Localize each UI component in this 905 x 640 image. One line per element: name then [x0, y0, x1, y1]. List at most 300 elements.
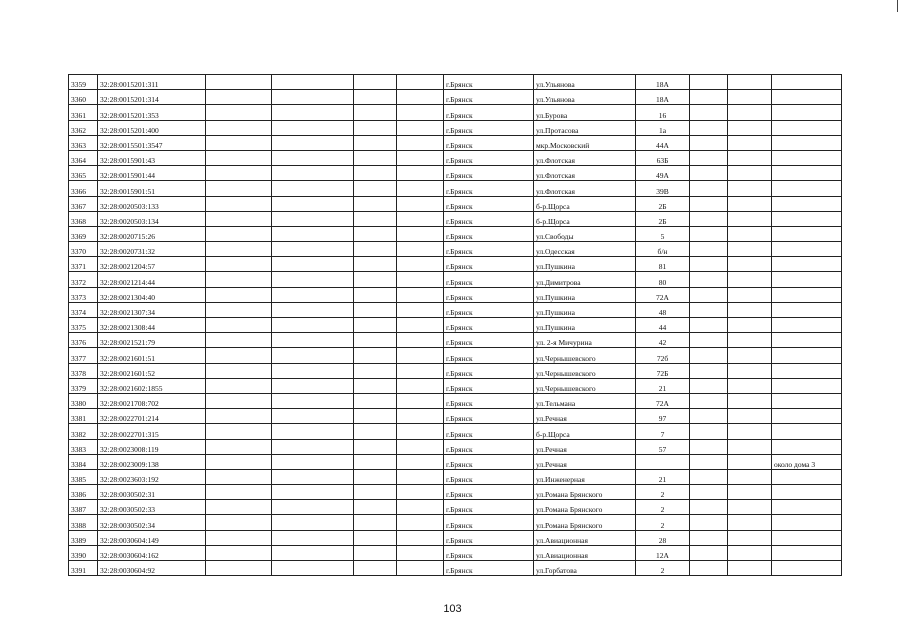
- cell-empty-6: [728, 515, 772, 530]
- cell-empty-1: [206, 318, 272, 333]
- cell-house: 2: [636, 485, 690, 500]
- cell-cadastral-number: 32:28:0021601:52: [98, 363, 206, 378]
- table-row: [69, 242, 842, 257]
- cell-cadastral-number: 32:28:0015201:400: [98, 120, 206, 135]
- cell-empty-5: [690, 469, 728, 484]
- cell-record-number: 3377: [69, 348, 98, 363]
- cell-empty-5: [690, 150, 728, 165]
- cell-street: ул.Димитрова: [534, 272, 636, 287]
- scan-edge-mark: [897, 0, 898, 12]
- cell-cadastral-number: 32:28:0020503:134: [98, 211, 206, 226]
- cell-empty-3: [354, 181, 397, 196]
- cell-street: ул.Чернышевского: [534, 348, 636, 363]
- cell-empty-3: [354, 333, 397, 348]
- cell-empty-4: [397, 135, 444, 150]
- cell-city: г.Брянск: [444, 424, 534, 439]
- registry-body: [69, 75, 842, 576]
- cell-note: [772, 135, 842, 150]
- table-row: [69, 226, 842, 241]
- cell-note: [772, 75, 842, 90]
- cell-house: 2Б: [636, 196, 690, 211]
- cell-city: г.Брянск: [444, 166, 534, 181]
- table-row: [69, 166, 842, 181]
- cell-city: г.Брянск: [444, 454, 534, 469]
- cell-record-number: 3367: [69, 196, 98, 211]
- cell-empty-1: [206, 409, 272, 424]
- table-row: [69, 469, 842, 484]
- cell-empty-4: [397, 393, 444, 408]
- cell-empty-3: [354, 196, 397, 211]
- cell-empty-2: [272, 363, 354, 378]
- cell-note: [772, 378, 842, 393]
- cell-empty-5: [690, 439, 728, 454]
- table-row: [69, 150, 842, 165]
- cell-house: 72А: [636, 287, 690, 302]
- cell-cadastral-number: 32:28:0021307:34: [98, 302, 206, 317]
- cell-cadastral-number: 32:28:0015501:3547: [98, 135, 206, 150]
- cell-empty-2: [272, 287, 354, 302]
- cell-street: ул.Флотская: [534, 166, 636, 181]
- cell-note: [772, 363, 842, 378]
- cell-empty-1: [206, 393, 272, 408]
- table-row: [69, 90, 842, 105]
- cell-city: г.Брянск: [444, 500, 534, 515]
- cell-empty-1: [206, 75, 272, 90]
- cell-empty-4: [397, 409, 444, 424]
- cell-record-number: 3362: [69, 120, 98, 135]
- cell-record-number: 3368: [69, 211, 98, 226]
- cell-record-number: 3383: [69, 439, 98, 454]
- table-row: [69, 485, 842, 500]
- cell-empty-2: [272, 181, 354, 196]
- cell-note: [772, 242, 842, 257]
- cell-house: 39В: [636, 181, 690, 196]
- cell-empty-4: [397, 378, 444, 393]
- cell-note: [772, 150, 842, 165]
- cell-note: около дома 3: [772, 454, 842, 469]
- cell-empty-5: [690, 515, 728, 530]
- cell-cadastral-number: 32:28:0023603:192: [98, 469, 206, 484]
- cell-record-number: 3389: [69, 530, 98, 545]
- cell-note: [772, 393, 842, 408]
- cell-cadastral-number: 32:28:0021708:702: [98, 393, 206, 408]
- cell-empty-2: [272, 393, 354, 408]
- cell-empty-5: [690, 348, 728, 363]
- cell-note: [772, 409, 842, 424]
- cell-city: г.Брянск: [444, 135, 534, 150]
- cell-empty-3: [354, 363, 397, 378]
- cell-note: [772, 196, 842, 211]
- cell-cadastral-number: 32:28:0030604:92: [98, 561, 206, 576]
- table-row: [69, 424, 842, 439]
- cell-cadastral-number: 32:28:0015201:314: [98, 90, 206, 105]
- cell-street: ул.Горбатова: [534, 561, 636, 576]
- cell-city: г.Брянск: [444, 469, 534, 484]
- cell-city: г.Брянск: [444, 409, 534, 424]
- cell-note: [772, 515, 842, 530]
- cell-empty-6: [728, 226, 772, 241]
- cell-empty-3: [354, 150, 397, 165]
- cell-empty-3: [354, 287, 397, 302]
- cell-empty-4: [397, 424, 444, 439]
- cell-street: ул.Тельмана: [534, 393, 636, 408]
- cell-empty-3: [354, 409, 397, 424]
- cell-house: 72А: [636, 393, 690, 408]
- cell-empty-1: [206, 105, 272, 120]
- table-row: [69, 302, 842, 317]
- cell-street: ул.Пушкина: [534, 257, 636, 272]
- cell-street: ул.Флотская: [534, 181, 636, 196]
- cell-empty-1: [206, 515, 272, 530]
- table-row: [69, 272, 842, 287]
- cell-house: 63Б: [636, 150, 690, 165]
- cell-empty-4: [397, 439, 444, 454]
- cell-empty-1: [206, 242, 272, 257]
- cell-house: 2: [636, 500, 690, 515]
- cell-cadastral-number: 32:28:0023009:138: [98, 454, 206, 469]
- cell-street: б-р.Щорса: [534, 196, 636, 211]
- cell-house: 21: [636, 378, 690, 393]
- cell-note: [772, 500, 842, 515]
- cell-street: ул.Романа Брянского: [534, 515, 636, 530]
- table-row: [69, 393, 842, 408]
- cell-empty-5: [690, 424, 728, 439]
- cell-empty-3: [354, 226, 397, 241]
- cell-house: 57: [636, 439, 690, 454]
- cell-note: [772, 348, 842, 363]
- cell-house: 1а: [636, 120, 690, 135]
- cell-note: [772, 226, 842, 241]
- cell-note: [772, 211, 842, 226]
- cell-empty-5: [690, 105, 728, 120]
- cell-empty-6: [728, 469, 772, 484]
- table-row: [69, 105, 842, 120]
- cell-street: ул.Речная: [534, 409, 636, 424]
- cell-empty-4: [397, 561, 444, 576]
- cell-empty-1: [206, 287, 272, 302]
- cell-empty-2: [272, 150, 354, 165]
- cell-empty-6: [728, 120, 772, 135]
- cell-empty-3: [354, 530, 397, 545]
- cell-empty-1: [206, 500, 272, 515]
- cell-empty-4: [397, 211, 444, 226]
- cell-note: [772, 302, 842, 317]
- cell-empty-6: [728, 318, 772, 333]
- cell-house: 21: [636, 469, 690, 484]
- cell-street: ул.Свободы: [534, 226, 636, 241]
- cell-empty-1: [206, 257, 272, 272]
- cell-street: б-р.Щорса: [534, 211, 636, 226]
- cell-cadastral-number: 32:28:0030604:149: [98, 530, 206, 545]
- cell-cadastral-number: 32:28:0022701:315: [98, 424, 206, 439]
- cell-note: [772, 469, 842, 484]
- cell-empty-1: [206, 272, 272, 287]
- cell-city: г.Брянск: [444, 348, 534, 363]
- cell-empty-5: [690, 226, 728, 241]
- cell-empty-3: [354, 500, 397, 515]
- cell-cadastral-number: 32:28:0015901:51: [98, 181, 206, 196]
- cell-empty-1: [206, 90, 272, 105]
- cell-record-number: 3381: [69, 409, 98, 424]
- cell-empty-6: [728, 196, 772, 211]
- table-row: [69, 439, 842, 454]
- cell-empty-4: [397, 150, 444, 165]
- cell-house: 49А: [636, 166, 690, 181]
- cell-record-number: 3386: [69, 485, 98, 500]
- cell-empty-6: [728, 439, 772, 454]
- cell-empty-4: [397, 257, 444, 272]
- cell-cadastral-number: 32:28:0022701:214: [98, 409, 206, 424]
- cell-empty-1: [206, 363, 272, 378]
- cell-city: г.Брянск: [444, 90, 534, 105]
- cell-empty-6: [728, 500, 772, 515]
- cell-empty-3: [354, 348, 397, 363]
- cell-empty-5: [690, 318, 728, 333]
- cell-record-number: 3380: [69, 393, 98, 408]
- cell-empty-1: [206, 302, 272, 317]
- cell-empty-6: [728, 211, 772, 226]
- table-row: [69, 378, 842, 393]
- cell-empty-1: [206, 226, 272, 241]
- cell-house: 28: [636, 530, 690, 545]
- cell-record-number: 3384: [69, 454, 98, 469]
- cell-empty-4: [397, 226, 444, 241]
- cell-cadastral-number: 32:28:0015901:44: [98, 166, 206, 181]
- table-row: [69, 561, 842, 576]
- cell-empty-5: [690, 561, 728, 576]
- cell-street: ул.Чернышевского: [534, 363, 636, 378]
- cell-empty-6: [728, 409, 772, 424]
- cell-record-number: 3374: [69, 302, 98, 317]
- cell-empty-6: [728, 545, 772, 560]
- cell-empty-1: [206, 166, 272, 181]
- cell-empty-4: [397, 302, 444, 317]
- cell-empty-4: [397, 363, 444, 378]
- cell-empty-5: [690, 545, 728, 560]
- table-row: [69, 196, 842, 211]
- cell-record-number: 3376: [69, 333, 98, 348]
- cell-record-number: 3382: [69, 424, 98, 439]
- cell-empty-3: [354, 135, 397, 150]
- cell-cadastral-number: 32:28:0015201:311: [98, 75, 206, 90]
- cell-empty-5: [690, 485, 728, 500]
- cell-empty-5: [690, 181, 728, 196]
- cell-empty-3: [354, 105, 397, 120]
- table-row: [69, 75, 842, 90]
- cell-empty-6: [728, 75, 772, 90]
- cell-record-number: 3391: [69, 561, 98, 576]
- cell-city: г.Брянск: [444, 257, 534, 272]
- cell-empty-4: [397, 120, 444, 135]
- cell-empty-3: [354, 485, 397, 500]
- cell-empty-6: [728, 333, 772, 348]
- table-row: [69, 318, 842, 333]
- cell-empty-6: [728, 105, 772, 120]
- cell-empty-6: [728, 287, 772, 302]
- cell-empty-2: [272, 561, 354, 576]
- cell-house: 18А: [636, 75, 690, 90]
- cell-empty-2: [272, 211, 354, 226]
- cell-empty-1: [206, 333, 272, 348]
- cell-street: б-р.Щорса: [534, 424, 636, 439]
- cell-empty-4: [397, 90, 444, 105]
- cell-empty-3: [354, 424, 397, 439]
- cell-street: ул.Речная: [534, 454, 636, 469]
- cell-empty-3: [354, 439, 397, 454]
- cell-city: г.Брянск: [444, 561, 534, 576]
- table-row: [69, 181, 842, 196]
- cell-city: г.Брянск: [444, 150, 534, 165]
- cell-empty-2: [272, 515, 354, 530]
- cell-empty-4: [397, 105, 444, 120]
- cell-empty-5: [690, 363, 728, 378]
- cell-empty-5: [690, 90, 728, 105]
- table-row: [69, 287, 842, 302]
- cell-note: [772, 545, 842, 560]
- cell-empty-2: [272, 242, 354, 257]
- cell-house: 44А: [636, 135, 690, 150]
- cell-house: 12А: [636, 545, 690, 560]
- table-row: [69, 515, 842, 530]
- cell-house: 2: [636, 515, 690, 530]
- cell-empty-2: [272, 485, 354, 500]
- cell-house: 16: [636, 105, 690, 120]
- cell-empty-3: [354, 469, 397, 484]
- cell-empty-3: [354, 242, 397, 257]
- cell-street: ул.Бурова: [534, 105, 636, 120]
- cell-empty-1: [206, 469, 272, 484]
- cell-empty-1: [206, 150, 272, 165]
- cell-note: [772, 90, 842, 105]
- cell-note: [772, 530, 842, 545]
- cell-street: ул.Протасова: [534, 120, 636, 135]
- cell-city: г.Брянск: [444, 333, 534, 348]
- cell-empty-5: [690, 272, 728, 287]
- cell-empty-6: [728, 242, 772, 257]
- cell-empty-2: [272, 348, 354, 363]
- cell-cadastral-number: 32:28:0021304:40: [98, 287, 206, 302]
- cell-record-number: 3360: [69, 90, 98, 105]
- cell-city: г.Брянск: [444, 287, 534, 302]
- table-row: [69, 409, 842, 424]
- cell-empty-3: [354, 120, 397, 135]
- cell-city: г.Брянск: [444, 363, 534, 378]
- cell-empty-5: [690, 454, 728, 469]
- cell-house: 42: [636, 333, 690, 348]
- cell-note: [772, 272, 842, 287]
- cell-empty-3: [354, 75, 397, 90]
- cell-street: ул.Речная: [534, 439, 636, 454]
- cell-empty-6: [728, 530, 772, 545]
- cell-record-number: 3364: [69, 150, 98, 165]
- cell-street: мкр.Московский: [534, 135, 636, 150]
- cell-empty-3: [354, 561, 397, 576]
- cell-note: [772, 424, 842, 439]
- cell-city: г.Брянск: [444, 439, 534, 454]
- cell-empty-2: [272, 302, 354, 317]
- cell-empty-3: [354, 257, 397, 272]
- cell-empty-2: [272, 105, 354, 120]
- cell-house: 48: [636, 302, 690, 317]
- cell-street: ул.Романа Брянского: [534, 485, 636, 500]
- cell-city: г.Брянск: [444, 545, 534, 560]
- cell-cadastral-number: 32:28:0021521:79: [98, 333, 206, 348]
- cell-empty-1: [206, 211, 272, 226]
- cell-empty-6: [728, 257, 772, 272]
- cell-cadastral-number: 32:28:0021602:1855: [98, 378, 206, 393]
- cell-empty-5: [690, 500, 728, 515]
- cell-street: ул.Инженерная: [534, 469, 636, 484]
- cell-empty-2: [272, 90, 354, 105]
- cell-empty-1: [206, 424, 272, 439]
- cell-empty-2: [272, 500, 354, 515]
- cell-empty-2: [272, 257, 354, 272]
- cell-empty-6: [728, 393, 772, 408]
- cell-empty-2: [272, 454, 354, 469]
- cell-note: [772, 485, 842, 500]
- cell-record-number: 3372: [69, 272, 98, 287]
- cell-empty-4: [397, 75, 444, 90]
- cell-empty-1: [206, 545, 272, 560]
- cell-house: 18А: [636, 90, 690, 105]
- cell-empty-1: [206, 196, 272, 211]
- cell-city: г.Брянск: [444, 196, 534, 211]
- cell-empty-1: [206, 181, 272, 196]
- cell-street: ул.Пушкина: [534, 287, 636, 302]
- cell-street: ул.Флотская: [534, 150, 636, 165]
- cell-empty-4: [397, 333, 444, 348]
- cell-cadastral-number: 32:28:0030502:33: [98, 500, 206, 515]
- cell-street: ул.Авиационная: [534, 545, 636, 560]
- cell-note: [772, 333, 842, 348]
- cell-cadastral-number: 32:28:0021214:44: [98, 272, 206, 287]
- cell-note: [772, 287, 842, 302]
- cell-street: ул.Пушкина: [534, 302, 636, 317]
- cell-street: ул.Одесская: [534, 242, 636, 257]
- cell-empty-6: [728, 166, 772, 181]
- cell-cadastral-number: 32:28:0030604:162: [98, 545, 206, 560]
- cell-empty-6: [728, 454, 772, 469]
- cell-empty-1: [206, 135, 272, 150]
- cell-record-number: 3378: [69, 363, 98, 378]
- table-row: [69, 454, 842, 469]
- cell-empty-6: [728, 135, 772, 150]
- table-row: [69, 333, 842, 348]
- cell-note: [772, 318, 842, 333]
- cell-empty-3: [354, 515, 397, 530]
- cell-empty-4: [397, 166, 444, 181]
- cell-empty-4: [397, 530, 444, 545]
- cell-empty-2: [272, 226, 354, 241]
- cell-empty-2: [272, 120, 354, 135]
- cell-city: г.Брянск: [444, 120, 534, 135]
- cell-house: 97: [636, 409, 690, 424]
- cell-empty-5: [690, 75, 728, 90]
- cell-cadastral-number: 32:28:0015201:353: [98, 105, 206, 120]
- cell-house: 2: [636, 561, 690, 576]
- cell-empty-6: [728, 90, 772, 105]
- cell-cadastral-number: 32:28:0020503:133: [98, 196, 206, 211]
- cell-street: ул.Ульянова: [534, 90, 636, 105]
- cell-empty-6: [728, 302, 772, 317]
- cell-city: г.Брянск: [444, 272, 534, 287]
- cell-record-number: 3387: [69, 500, 98, 515]
- cell-empty-2: [272, 378, 354, 393]
- cell-empty-1: [206, 485, 272, 500]
- cell-house: б/н: [636, 242, 690, 257]
- cell-empty-1: [206, 530, 272, 545]
- cell-empty-3: [354, 378, 397, 393]
